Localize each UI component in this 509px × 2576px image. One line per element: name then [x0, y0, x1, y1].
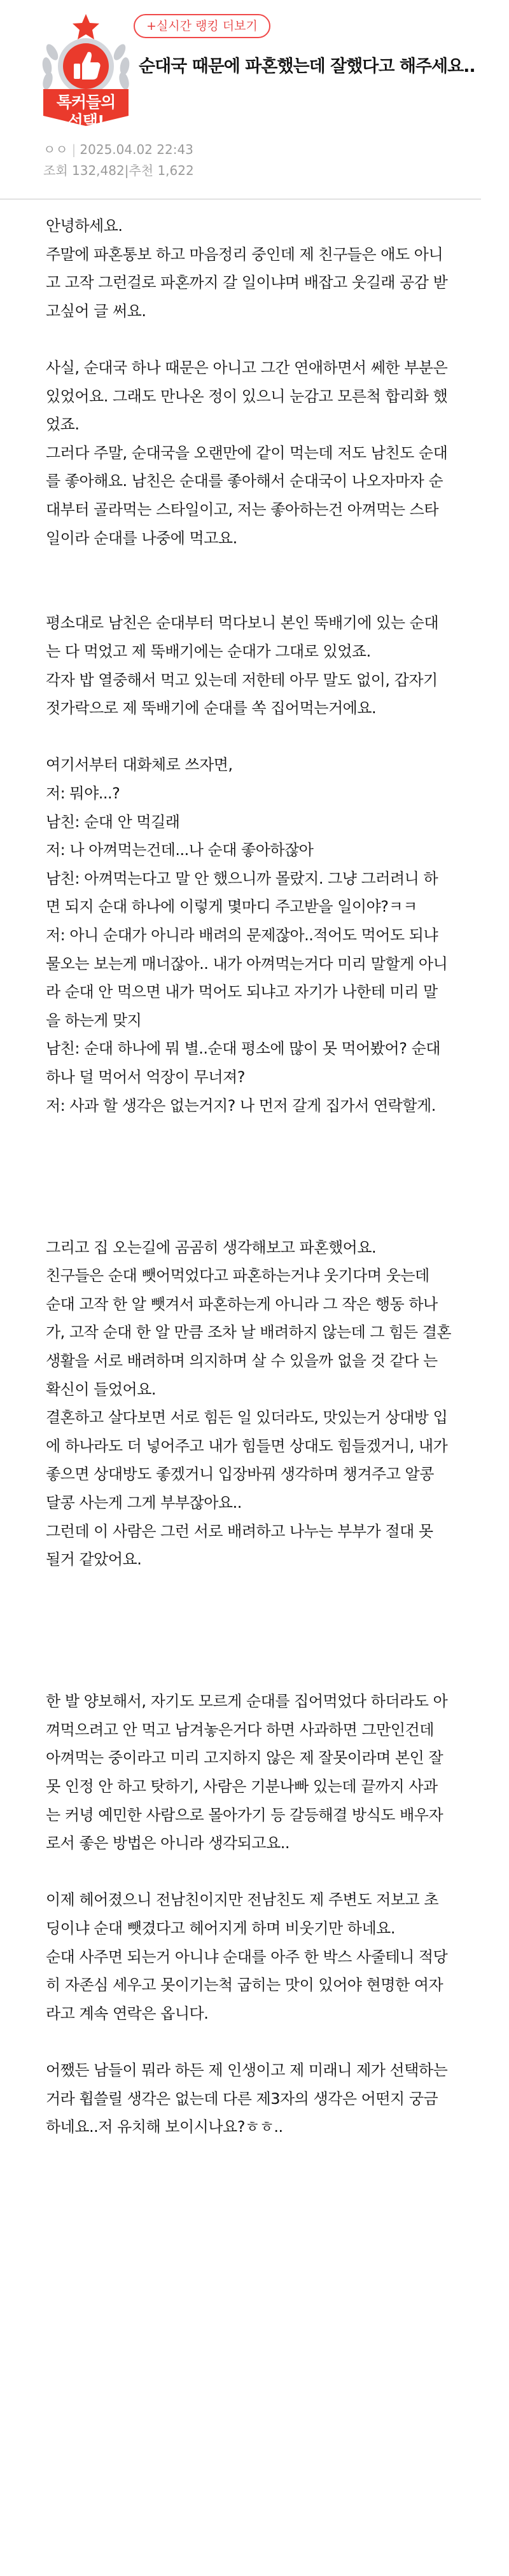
post-body-line: 사실, 순대국 하나 때문은 아니고 그간 연애하면서 쎄한 부분은 — [46, 359, 448, 377]
badge-line-2: 선택! — [67, 112, 104, 130]
post-body-line: 고싶어 글 써요. — [46, 302, 146, 320]
post-body-line: 평소대로 남친은 순대부터 먹다보니 본인 뚝배기에 있는 순대 — [46, 614, 439, 632]
author-name[interactable]: ㅇㅇ — [43, 142, 68, 157]
post-body-line: 어쨌든 남들이 뭐라 하든 제 인생이고 제 미래니 제가 선택하는 — [46, 2061, 448, 2079]
post-body-line: 좋으면 상대방도 좋겠거니 입장바꿔 생각하며 챙겨주고 알콩 — [46, 1465, 434, 1484]
post-body-line: 안녕하세요. — [46, 217, 123, 235]
post-body — [0, 200, 481, 2576]
post-body-line: 를 좋아해요. 남친은 순대를 좋아해서 순대국이 나오자마자 순 — [46, 472, 443, 491]
post-date: 2025.04.02 22:43 — [80, 142, 193, 157]
post-body-line: 면 되지 순대 하나에 이렇게 몇마디 주고받을 일이야?ㅋㅋ — [46, 898, 417, 916]
post-body-line: 을 하는게 맞지 — [46, 1011, 142, 1029]
post-body-line: 는 다 먹었고 제 뚝배기에는 순대가 그대로 있었죠. — [46, 643, 371, 660]
post-body-line: 었죠. — [46, 415, 80, 434]
realtime-ranking-link[interactable]: +실시간 랭킹 더보기 — [134, 14, 270, 38]
post-body-line: 주말에 파혼통보 하고 마음정리 중인데 제 친구들은 애도 아니 — [46, 245, 443, 263]
recommend-count: 추천 1,622 — [129, 163, 194, 178]
post-body-line: 일이라 순대를 나중에 먹고요. — [46, 529, 237, 547]
post-body-line: 달콩 사는게 그게 부부잖아요.. — [46, 1494, 242, 1512]
post-body-line: 못 인정 안 하고 탓하기, 사람은 기분나빠 있는데 끝까지 사과 — [46, 1778, 438, 1795]
post-body-line: 저: 사과 할 생각은 없는거지? 나 먼저 갈게 집가서 연락할게. — [46, 1096, 436, 1115]
meta-separator: | — [71, 142, 76, 157]
toker-choice-badge — [38, 14, 134, 130]
post-body-line: 라 순대 안 먹으면 내가 먹어도 되냐고 자기가 나한테 미리 말 — [46, 983, 438, 1001]
post-body-line: 히 자존심 세우고 못이기는척 굽히는 맛이 있어야 현명한 여자 — [46, 1976, 443, 1995]
post-body-line: 저: 뭐야...? — [46, 784, 120, 802]
post-body-line: 있었어요. 그래도 만나온 정이 있으니 눈감고 모른척 합리화 했 — [46, 387, 448, 405]
post-body-line: 결혼하고 살다보면 서로 힘든 일 있더라도, 맛있는거 상대방 입 — [46, 1409, 448, 1427]
post-body-line: 순대 사주면 되는거 아니냐 순대를 아주 한 박스 사줄테니 적당 — [46, 1947, 448, 1966]
post-body-line: 저: 나 아껴먹는건데...나 순대 좋아하잖아 — [46, 841, 314, 860]
view-count: 조회 132,482 — [43, 163, 125, 178]
post-body-line: 라고 계속 연락은 옵니다. — [46, 2004, 209, 2023]
post-body-line: 아껴먹는 중이라고 미리 고지하지 않은 제 잘못이라며 본인 잘 — [46, 1749, 443, 1767]
post-body-line: 가, 고작 순대 한 알 만큼 조차 날 배려하지 않는데 그 힘든 결혼 — [46, 1323, 452, 1342]
post-body-line: 친구들은 순대 뺏어먹었다고 파혼하는거냐 웃기다며 웃는데 — [46, 1267, 429, 1285]
post-body-line: 그러다 주말, 순대국을 오랜만에 같이 먹는데 저도 남친도 순대 — [46, 443, 448, 462]
post-stats — [43, 160, 194, 179]
post-body-line: 한 발 양보해서, 자기도 모르게 순대를 집어먹었다 하더라도 아 — [46, 1692, 448, 1711]
post-body-line: 는 커녕 예민한 사람으로 몰아가기 등 갈등해결 방식도 배우자 — [46, 1806, 443, 1824]
star-icon — [73, 14, 99, 39]
post-body-line: 대부터 골라먹는 스타일이고, 저는 좋아하는건 아껴먹는 스타 — [46, 501, 439, 519]
post-body-line: 이제 헤어졌으니 전남친이지만 전남친도 제 주변도 저보고 초 — [46, 1891, 439, 1909]
post-body-line: 껴먹으려고 안 먹고 남겨놓은거다 하면 사과하면 그만인건데 — [46, 1720, 434, 1739]
post-body-line: 확신이 들었어요. — [46, 1380, 157, 1398]
badge-line-1: 톡커들의 — [56, 93, 116, 111]
badge-label — [38, 93, 134, 131]
post-body-line: 남친: 순대 안 먹길래 — [46, 812, 180, 831]
post-body-line: 저: 아니 순대가 아니라 배려의 문제잖아..적어도 먹어도 되냐 — [46, 926, 438, 944]
post-header — [0, 0, 509, 184]
post-body-line: 그런데 이 사람은 그런 서로 배려하고 나누는 부부가 절대 못 — [46, 1522, 433, 1540]
post-meta — [43, 140, 193, 159]
post-body-line: 남친: 순대 하나에 뭐 별..순대 평소에 많이 못 먹어봤어? 순대 — [46, 1040, 440, 1058]
post-body-line: 순대 고작 한 알 뺏겨서 파혼하는게 아니라 그 작은 행동 하나 — [46, 1295, 438, 1313]
post-body-line: 물오는 보는게 매너잖아.. 내가 아껴먹는거다 미리 말할게 아니 — [46, 954, 448, 973]
post-title: 순대국 때문에 파혼했는데 잘했다고 해주세요.. — [139, 57, 475, 76]
post-body-line: 남친: 아껴먹는다고 말 안 했으니까 몰랐지. 그냥 그러려니 하 — [46, 869, 438, 888]
post-body-line: 될거 같았어요. — [46, 1550, 142, 1569]
post-body-line: 고 고작 그런걸로 파혼까지 갈 일이냐며 배잡고 웃길래 공감 받 — [46, 274, 448, 292]
post-body-line: 에 하나라도 더 넣어주고 내가 힘들면 상대도 힘들겠거니, 내가 — [46, 1437, 448, 1455]
post-body-line: 거라 휩쓸릴 생각은 없는데 다른 제3자의 생각은 어떤지 궁금 — [46, 2089, 438, 2108]
post-body-line: 여기서부터 대화체로 쓰자면, — [46, 756, 233, 774]
post-body-line: 각자 밥 열중해서 먹고 있는데 저한테 아무 말도 없이, 갑자기 — [46, 671, 438, 689]
meta-separator: | — [124, 163, 129, 178]
post-body-line: 로서 좋은 방법은 아니라 생각되고요.. — [46, 1834, 290, 1853]
post-body-line: 딩이냐 순대 뺏겼다고 헤어지게 하며 비웃기만 하네요. — [46, 1919, 395, 1937]
post-body-line: 젓가락으로 제 뚝배기에 순대를 쏙 집어먹는거에요. — [46, 699, 377, 718]
post-body-line: 생활을 서로 배려하며 의지하며 살 수 있을까 없을 것 같다 는 — [46, 1352, 438, 1370]
post-body-line: 하나 덜 먹어서 억장이 무너져? — [46, 1068, 245, 1086]
post-body-line: 하네요..저 유치해 보이시나요?ㅎㅎ.. — [46, 2118, 283, 2136]
post-body-line: 그리고 집 오는길에 곰곰히 생각해보고 파혼했어요. — [46, 1238, 377, 1257]
